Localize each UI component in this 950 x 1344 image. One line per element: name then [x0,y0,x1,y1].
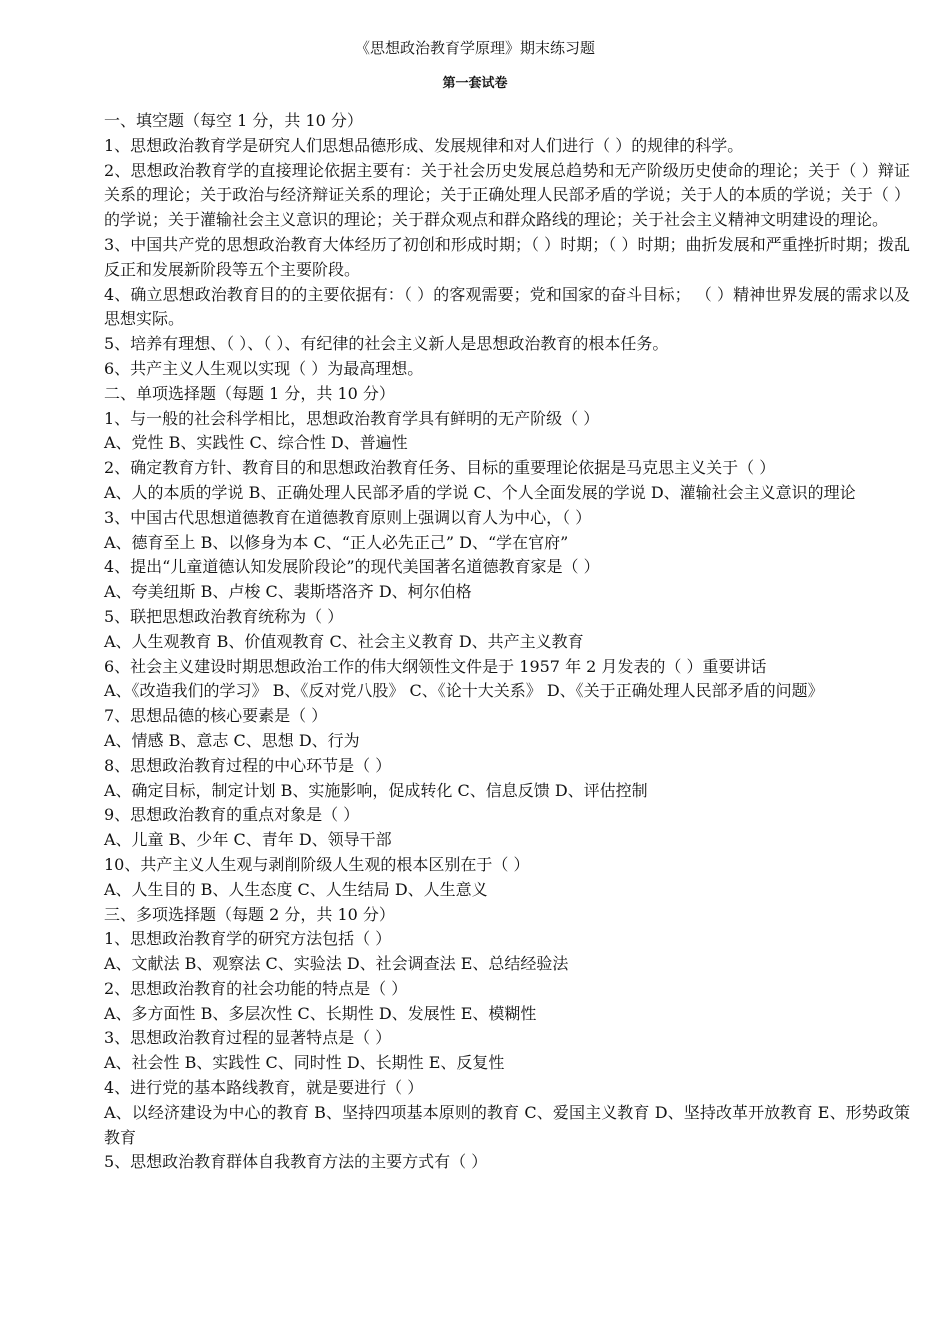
options-2-3: A、德育至上 B、以修身为本 C、“正人必先正己” D、“学在官府” [104,532,569,552]
question-1-1: 1、思想政治教育学是研究人们思想品德形成、发展规律和对人们进行（ ）的规律的科学。 [104,135,744,155]
options-3-1: A、文献法 B、观察法 C、实验法 D、社会调查法 E、总结经验法 [104,954,569,974]
question-1-2: 2、思想政治教育学的直接理论依据主要有：关于社会历史发展总趋势和无产阶级历史使命的理论；关于（ ）辩证关系的理论；关于政治与经济辩证关系的理论；关于正确处理人民部矛盾的学说；关于人的本质的学说；关于（ ）的学说；关于灌输社会主义意识的理论；关于群众观点和群众路线的理论；关于社会主义精神文明建设的理论。 [104,160,910,230]
question-3-3: 3、思想政治教育过程的显著特点是（ ） [104,1028,392,1048]
question-3-1: 1、思想政治教育学的研究方法包括（ ） [104,929,392,949]
options-2-6: A、《改造我们的学习》 B、《反对党八股》 C、《论十大关系》 D、《关于正确处理人民部矛盾的问题》 [104,681,824,701]
options-2-2: A、人的本质的学说 B、正确处理人民部矛盾的学说 C、个人全面发展的学说 D、灌输社会主义意识的理论 [104,482,856,502]
options-3-4: A、以经济建设为中心的教育 B、坚持四项基本原则的教育 C、爱国主义教育 D、坚持改革开放教育 E、形势政策教育 [104,1102,910,1147]
question-2-10: 10、共产主义人生观与剥削阶级人生观的根本区别在于（ ） [104,854,530,874]
document-body [104,109,910,1175]
question-2-3: 3、中国古代思想道德教育在道德教育原则上强调以育人为中心，（ ） [104,507,592,527]
question-2-9: 9、思想政治教育的重点对象是（ ） [104,805,360,825]
question-2-7: 7、思想品德的核心要素是（ ） [104,706,328,726]
section-heading-multiple-choice: 三、多项选择题（每题 2 分，共 10 分） [104,904,395,924]
question-2-2: 2、确定教育方针、教育目的和思想政治教育任务、目标的重要理论依据是马克思主义关于（ ） [104,458,776,478]
question-2-8: 8、思想政治教育过程的中心环节是（ ） [104,755,392,775]
document-subtitle: 第一套试卷 [442,76,508,91]
question-2-6: 6、社会主义建设时期思想政治工作的伟大纲领性文件是于 1957 年 2 月发表的（ ）重要讲话 [104,656,767,676]
question-3-4: 4、进行党的基本路线教育，就是要进行（ ） [104,1078,424,1098]
question-3-5: 5、思想政治教育群体自我教育方法的主要方式有（ ） [104,1152,488,1172]
section-heading-single-choice: 二、单项选择题（每题 1 分，共 10 分） [104,383,395,403]
options-2-9: A、儿童 B、少年 C、青年 D、领导干部 [104,830,392,850]
question-1-4: 4、确立思想政治教育目的的主要依据有：（ ）的客观需要；党和国家的奋斗目标； （ ）精神世界发展的需求以及思想实际。 [104,284,910,329]
options-3-3: A、社会性 B、实践性 C、同时性 D、长期性 E、反复性 [104,1053,505,1073]
options-2-1: A、党性 B、实践性 C、综合性 D、普遍性 [104,433,408,453]
question-2-1: 1、与一般的社会科学相比，思想政治教育学具有鲜明的无产阶级（ ） [104,408,600,428]
question-2-5: 5、联把思想政治教育统称为（ ） [104,606,344,626]
question-1-6: 6、共产主义人生观以实现（ ）为最高理想。 [104,358,424,378]
options-2-7: A、情感 B、意志 C、思想 D、行为 [104,730,360,750]
options-3-2: A、多方面性 B、多层次性 C、长期性 D、发展性 E、模糊性 [104,1003,537,1023]
section-heading-fill-in: 一、填空题（每空 1 分，共 10 分） [104,111,363,130]
question-1-3: 3、中国共产党的思想政治教育大体经历了初创和形成时期；（ ）时期；（ ）时期；曲折发展和严重挫折时期；拨乱反正和发展新阶段等五个主要阶段。 [104,234,910,279]
question-1-5: 5、培养有理想、（ ）、（ ）、有纪律的社会主义新人是思想政治教育的根本任务。 [104,334,669,354]
document-title: 《思想政治教育学原理》期末练习题 [354,39,595,57]
question-3-2: 2、思想政治教育的社会功能的特点是（ ） [104,978,408,998]
options-2-10: A、人生目的 B、人生态度 C、人生结局 D、人生意义 [104,879,488,899]
options-2-4: A、夸美纽斯 B、卢梭 C、裴斯塔洛齐 D、柯尔伯格 [104,582,472,602]
options-2-8: A、确定目标，制定计划 B、实施影响，促成转化 C、信息反馈 D、评估控制 [104,780,648,800]
options-2-5: A、人生观教育 B、价值观教育 C、社会主义教育 D、共产主义教育 [104,631,584,651]
question-2-4: 4、提出“儿童道德认知发展阶段论”的现代美国著名道德教育家是（ ） [104,557,600,577]
